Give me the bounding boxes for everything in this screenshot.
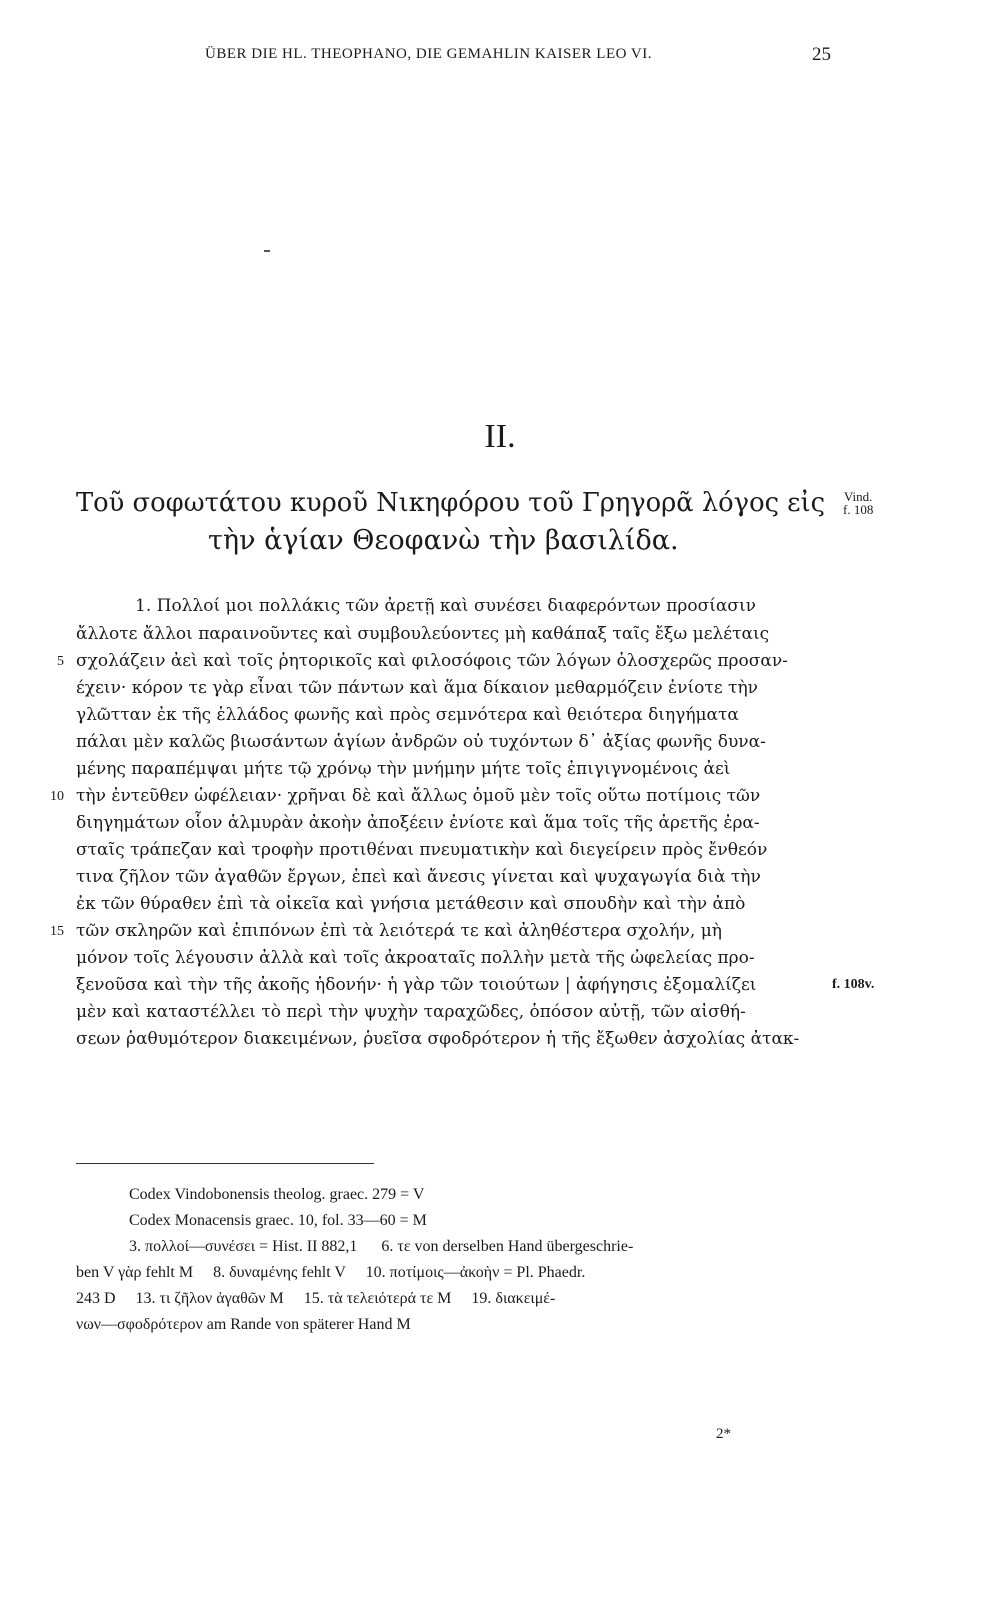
body-line: διηγημάτων οἷον ἁλμυρὰν ἀκοὴν ἀποξέειν ἐνίοτε καὶ ἅμα τοῖς τῆς ἀρετῆς ἐρα-	[76, 813, 760, 833]
body-line: σεων ῥαθυμότερον διακειμένων, ῥυεῖσα σφοδρότερον ἡ τῆς ἔξωθεν ἀσχολίας ἀτακ-	[76, 1029, 800, 1049]
body-line: μόνον τοῖς λέγουσιν ἀλλὰ καὶ τοῖς ἀκροαταῖς πολλὴν μετὰ τῆς ὠφελείας προ-	[76, 948, 755, 968]
body-line: τινα ζῆλον τῶν ἀγαθῶν ἔργων, ἐπεὶ καὶ ἄνεσις γίνεται καὶ ψυχαγωγία διὰ τὴν	[76, 867, 761, 887]
body-line: τῶν σκληρῶν καὶ ἐπιπόνων ἐπὶ τὰ λειότερά τε καὶ ἀληθέστερα σχολήν, μὴ	[76, 921, 722, 941]
manuscript-reference	[843, 490, 873, 516]
page-number: 25	[812, 44, 831, 65]
body-line: μένης παραπέμψαι μήτε τῷ χρόνῳ τὴν μνήμην μήτε τοῖς ἐπιγιγνομένοις ἀεὶ	[76, 759, 731, 779]
body-line: ξενοῦσα καὶ τὴν τῆς ἀκοῆς ἡδονήν· ἡ γὰρ τῶν τοιούτων | ἀφήγησις ἐξομαλίζει	[76, 975, 757, 995]
title-line-1: Τοῦ σοφωτάτου κυροῦ Νικηφόρου τοῦ Γρηγορᾶ λόγος εἰς	[76, 488, 826, 518]
body-line: γλῶτταν ἐκ τῆς ἑλλάδος φωνῆς καὶ πρὸς σεμνότερα καὶ θειότερα διηγήματα	[76, 705, 739, 725]
apparatus-line: 3. πολλοί—συνέσει = Hist. II 882,1 6. τε von derselben Hand übergeschrie-	[129, 1238, 634, 1255]
title-line-2: τὴν ἁγίαν Θεοφανὼ τὴν βασιλίδα.	[208, 525, 679, 556]
manuscript-reference-line-1: Vind.	[843, 489, 873, 504]
stray-mark	[264, 250, 270, 252]
line-number: 5	[57, 654, 64, 669]
section-number: II.	[484, 418, 516, 455]
body-line: ἄλλοτε ἄλλοι παραινοῦντες καὶ συμβουλεύοντες μὴ καθάπαξ ταῖς ἔξω μελέταις	[76, 624, 770, 644]
line-number: 10	[50, 789, 64, 804]
manuscript-reference-line-2: f. 108	[843, 502, 874, 517]
margin-folio-note: f. 108v.	[832, 977, 875, 992]
siglum-line: Codex Vindobonensis theolog. graec. 279 = V	[129, 1186, 425, 1203]
apparatus-line: 243 D 13. τι ζῆλον ἀγαθῶν M 15. τὰ τελειότερά τε M 19. διακειμέ-	[76, 1290, 556, 1307]
body-line: πάλαι μὲν καλῶς βιωσάντων ἁγίων ἀνδρῶν οὐ τυχόντων δ᾿ ἀξίας φωνῆς δυνα-	[76, 732, 766, 752]
body-line: σταῖς τράπεζαν καὶ τροφὴν προτιθέναι πνευματικὴν καὶ διεγείρειν πρὸς ἔνθεόν	[76, 840, 768, 860]
body-line: ἐκ τῶν θύραθεν ἐπὶ τὰ οἰκεῖα καὶ γνήσια μετάθεσιν καὶ σπουδὴν καὶ τὴν ἀπὸ	[76, 894, 746, 914]
body-line: μὲν καὶ καταστέλλει τὸ περὶ τὴν ψυχὴν ταραχῶδες, ὁπόσον αὐτῇ, τῶν αἰσθή-	[76, 1002, 746, 1022]
body-line: έχειν· κόρον τε γὰρ εἶναι τῶν πάντων καὶ ἅμα δίκαιον μεθαρμόζειν ἐνίοτε τὴν	[76, 678, 758, 698]
body-line: τὴν ἐντεῦθεν ὠφέλειαν· χρῆναι δὲ καὶ ἄλλως ὁμοῦ μὲν τοῖς οὕτω ποτίμοις τῶν	[76, 786, 761, 806]
line-number: 15	[50, 924, 64, 939]
siglum-line: Codex Monacensis graec. 10, fol. 33—60 = M	[129, 1212, 427, 1229]
apparatus-line: νων—σφοδρότερον am Rande von späterer Hand M	[76, 1316, 411, 1333]
signature-mark: 2*	[716, 1426, 731, 1442]
body-line: 1. Πολλοί μοι πολλάκις τῶν ἀρετῇ καὶ συνέσει διαφερόντων προσίασιν	[135, 596, 756, 616]
body-line: σχολάζειν ἀεὶ καὶ τοῖς ῥητορικοῖς καὶ φιλοσόφοις τῶν λόγων ὁλοσχερῶς προσαν-	[76, 651, 788, 671]
apparatus-line: ben V γὰρ fehlt M 8. δυναμένης fehlt V 10. ποτίμοις—ἀκοὴν = Pl. Phaedr.	[76, 1264, 586, 1281]
running-title: ÜBER DIE HL. THEOPHANO, DIE GEMAHLIN KAISER LEO VI.	[205, 46, 652, 62]
footnote-separator	[76, 1163, 374, 1164]
